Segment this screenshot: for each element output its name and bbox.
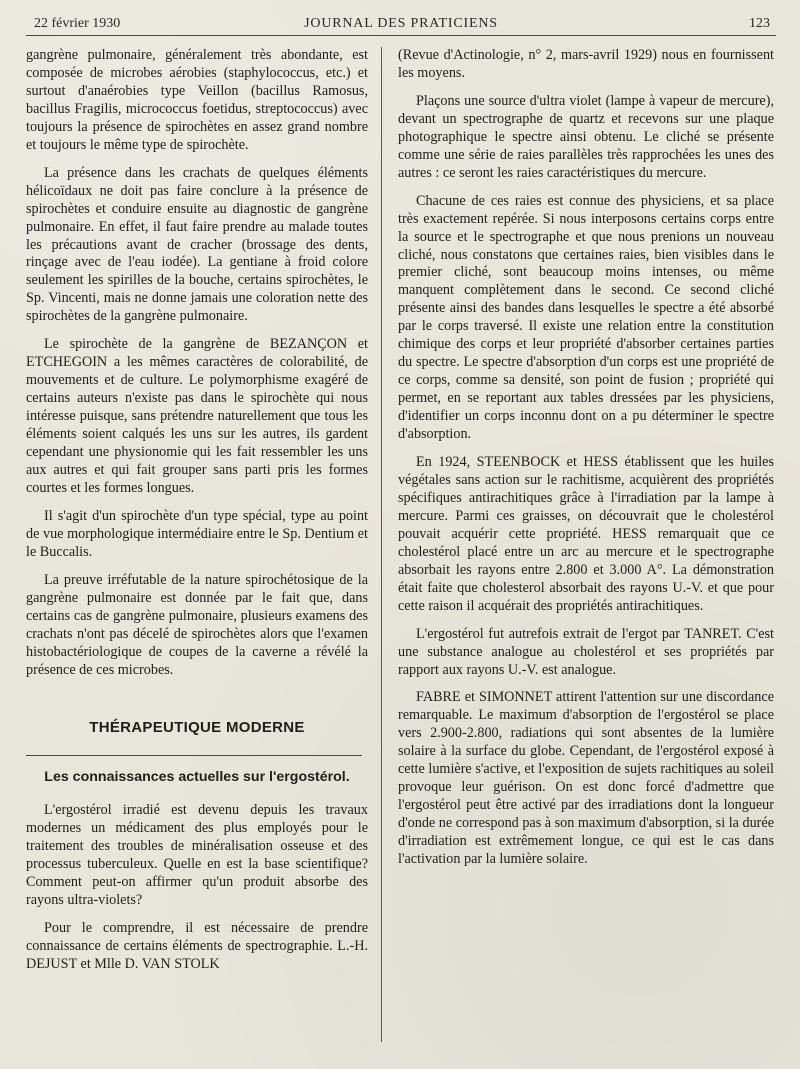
two-column-text — [26, 47, 776, 1052]
page-number: 123 — [749, 16, 770, 31]
header-rule — [26, 35, 776, 36]
article-paragraph-2: Pour le comprendre, il est nécessaire de prendre connaissance de certains éléments de spectrographie. L.-H. DEJUST et Mlle D. VAN STOLK — [26, 920, 368, 973]
right-paragraph-3: Chacune de ces raies est connue des physiciens, et sa place très exactement repérée. Si nous interposons certains corps entre la source et le spectrographe et que nous prenions un nouveau cliché, nous constatons que certaines raies, bien visibles dans le premier cliché, sont beaucoup moins intenses, ou même manquent complètement dans le second. Ce second cliché présente ainsi des bandes dans lesquelles le spectre a été absorbé par le corps traversé. Il existe une relation entre la constitution chimique des corps et leur propriété d'absorber certaines parties du spectre. Le spectre d'absorption d'un corps est une propriété de ce corps, comme sa densité, son point de fusion ; propriété qui permet, en se reportant aux tables dressées par les physiciens, d'identifier un corps inconnu dont on a pu déterminer le spectre d'absorption. — [398, 192, 774, 443]
left-paragraph-3: Le spirochète de la gangrène de BEZANÇON et ETCHEGOIN a les mêmes caractères de colorabilité, de mouvements et de culture. Le polymorphisme exagéré de certains auteurs n'existe pas dans le spirochète qui nous intéresse puisque, sans prétendre naturellement que tous les éléments soient calqués les uns sur les autres, ils gardent cependant une physionomie qui les fait ressembler les uns aux autres et qui fait grouper sans parti pris les formes courtes et les formes longues. — [26, 336, 368, 496]
left-paragraph-1: gangrène pulmonaire, généralement très abondante, est composée de microbes aérobies (staphylococcus, etc.) et surtout d'anaérobies type Veillon (bacillus Ramosus, bacillus Fragilis, micrococcus foetidus, streptococcus) avec toujours la présence de spirochètes en assez grand nombre et toujours le même type de spirochète. — [26, 47, 368, 153]
page-header — [26, 14, 776, 34]
column-divider — [374, 47, 390, 1052]
section-title: THÉRAPEUTIQUE MODERNE — [89, 719, 305, 737]
right-paragraph-5: L'ergostérol fut autrefois extrait de l'ergot par TANRET. C'est une substance analogue au cholestérol et ses propriétés par rapport aux rayons U.-V. est analogue. — [398, 625, 774, 678]
left-column — [26, 47, 374, 1052]
right-column — [390, 47, 774, 1052]
right-paragraph-6: FABRE et SIMONNET attirent l'attention sur une discordance remarquable. Le maximum d'absorption de l'ergostérol se place vers 2.900-2.800, radiations qui sont absentes de la lumière solaire à la surface du globe. Cependant, de l'ergostérol exposé à cette lumière s'active, et l'exposition de sujets rachitiques au soleil provoque leur guérison. On est donc forcé d'admettre que l'ergostérol peut être activé par des irradiations dont la longueur d'onde ne correspond pas à son maximum d'absorption, si la durée d'irradiation est extrêmement longue, ce qui est le cas dans l'activation par la lumière solaire. — [398, 689, 774, 868]
left-paragraph-5: La preuve irréfutable de la nature spirochétosique de la gangrène pulmonaire est donnée par le fait que, dans certains cas de gangrène pulmonaire, plusieurs examens des crachats n'ont pas décelé de spirochètes alors que l'examen histobactériologique de coupes de la caverne a révélé la présence de ces microbes. — [26, 571, 368, 678]
article-title: Les connaissances actuelles sur l'ergostérol. — [44, 769, 350, 786]
left-paragraph-2: La présence dans les crachats de quelques éléments hélicoïdaux ne doit pas faire conclure à la présence de spirochètes et conduire ensuite au diagnostic de gangrène pulmonaire. En effet, il faut faire prendre au malade toutes les précautions avant de cracher (brossage des dents, rinçage avec de l'eau iodée). La gentiane à froid colore seulement les spirilles de la bouche, certains spirochètes, le Sp. Vincenti, mais ne donne jamais une coloration nette des spirochètes de la gangrène pulmonaire. — [26, 164, 368, 325]
right-paragraph-2: Plaçons une source d'ultra violet (lampe à vapeur de mercure), devant un spectrographe de quartz et recevons sur une plaque photographique le spectre ainsi obtenu. Le cliché se présente comme une série de raies parallèles très rapprochées les unes des autres : ce seront les raies caractéristiques du mercure. — [398, 92, 774, 181]
right-paragraph-4: En 1924, STEENBOCK et HESS établissent que les huiles végétales sans action sur le rachitisme, acquièrent des propriétés spécifiques antirachitiques grâce à l'irradiation par la lampe à mercure. Parmi ces graisses, on découvrait que le cholestérol pouvait acquérir cette propriété. HESS remarquait que ce cholestérol placé entre un arc au mercure et le spectrographe absorbait les rayons entre 2.800 et 3.000 A°. La démonstration était faite que cholesterol absorbait des rayons U.-V. et que pour cette raison il acquérait des propriétés antirachitiques. — [398, 454, 774, 614]
article-paragraph-1: L'ergostérol irradié est devenu depuis les travaux modernes un médicament des plus employés pour le traitement des troubles de minéralisation osseuse et des processus tuberculeux. Quelle en est la base scientifique? Comment peut-on affirmer qu'un produit absorbe des rayons ultra-violets? — [26, 802, 368, 909]
issue-date: 22 février 1930 — [34, 16, 121, 31]
left-paragraph-4: Il s'agit d'un spirochète d'un type spécial, type au point de vue morphologique intermédiaire entre le Sp. Dentium et le Buccalis. — [26, 507, 368, 560]
section-rule — [26, 755, 362, 756]
right-paragraph-1: (Revue d'Actinologie, n° 2, mars-avril 1929) nous en fournissent les moyens. — [398, 47, 774, 81]
journal-title: JOURNAL DES PRATICIENS — [304, 16, 498, 31]
